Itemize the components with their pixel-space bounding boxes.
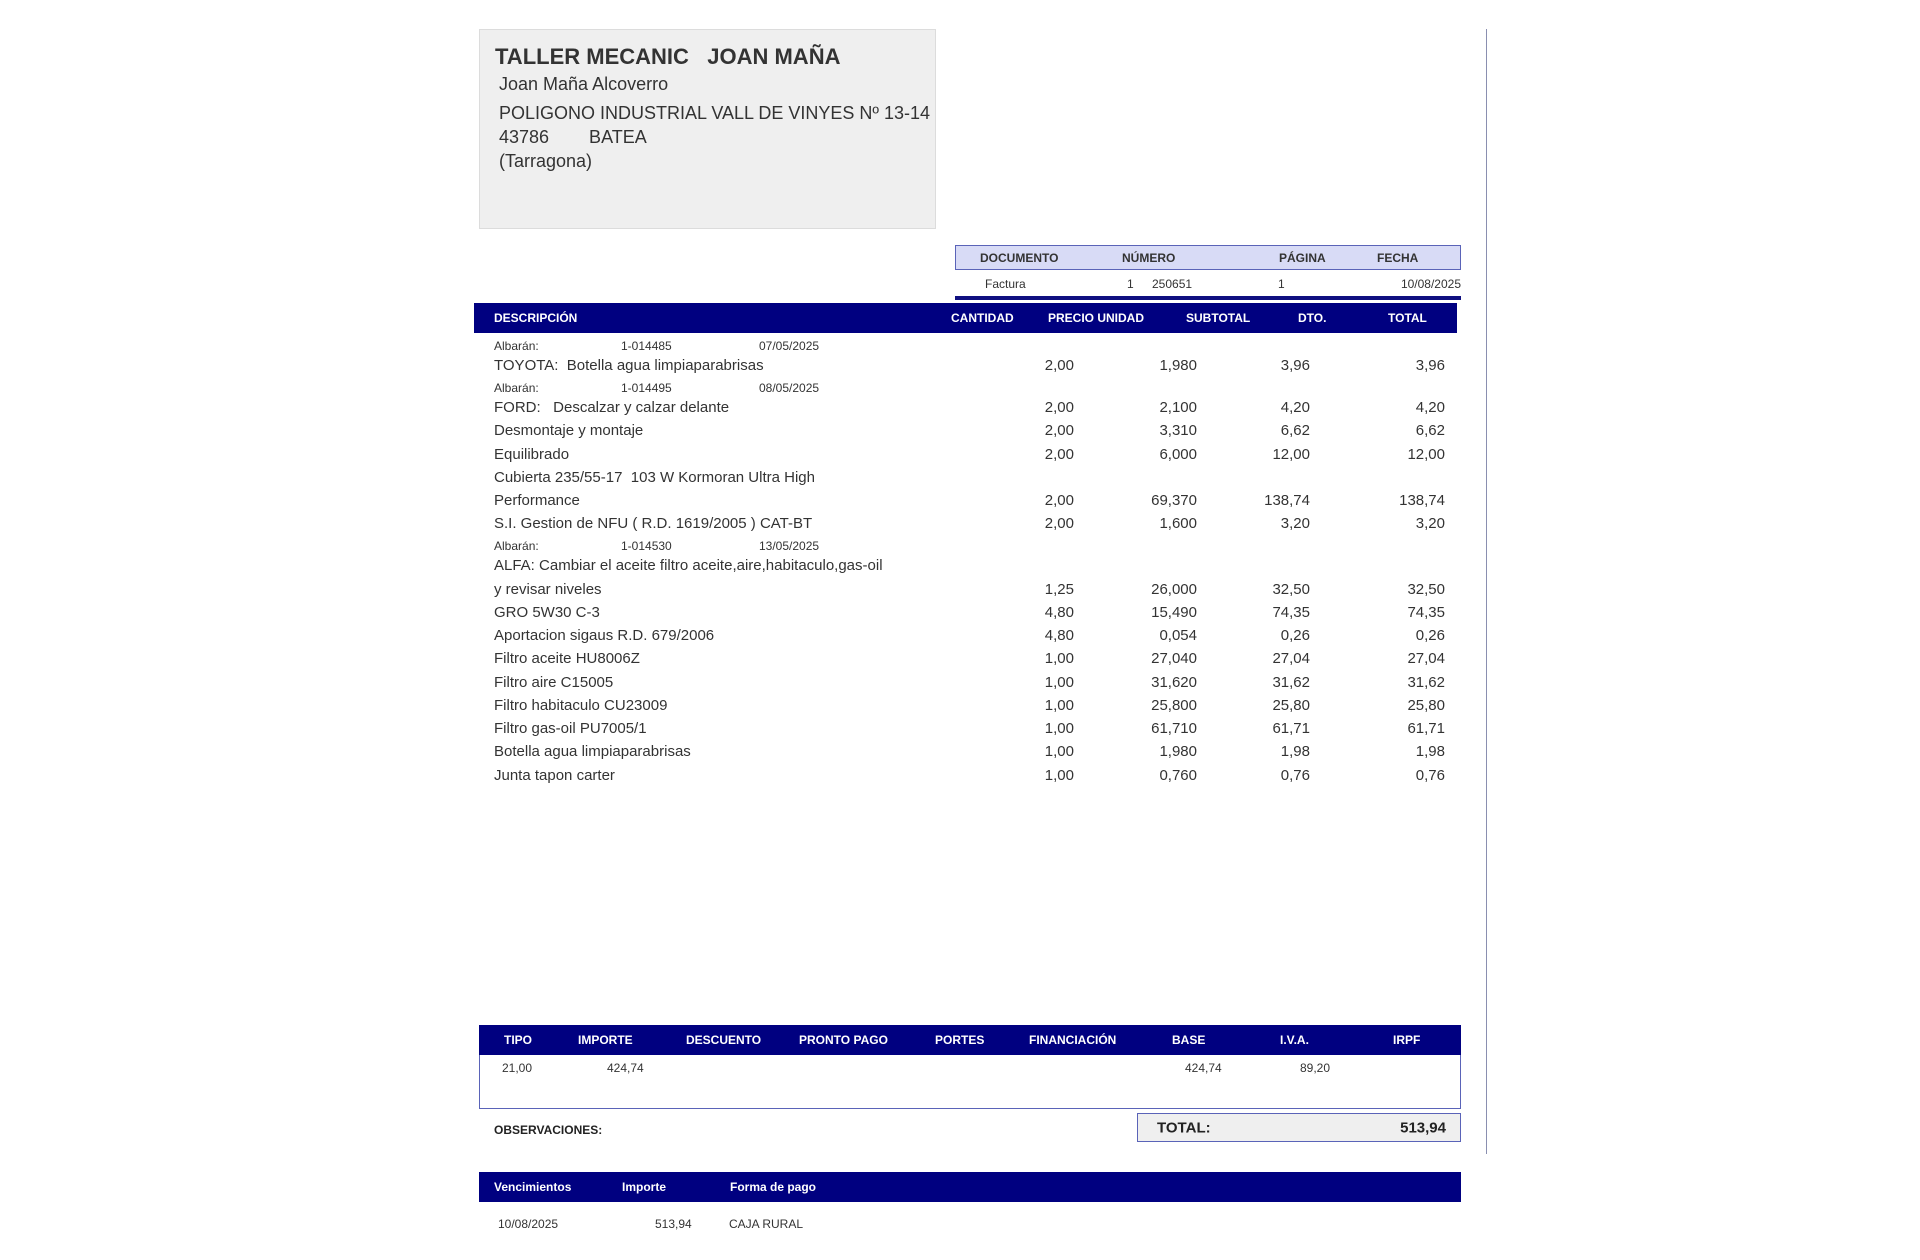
line-total: 138,74: [1399, 492, 1445, 509]
albaran-label: Albarán:: [494, 539, 539, 553]
col-cantidad: CANTIDAD: [951, 311, 1014, 325]
doc-col-documento: DOCUMENTO: [980, 250, 1059, 265]
albaran-date: 07/05/2025: [759, 339, 820, 353]
line-description: Junta tapon carter: [494, 767, 615, 784]
line-quantity: 2,00: [1044, 515, 1074, 532]
albaran-date: 13/05/2025: [759, 539, 820, 553]
line-subtotal: 3,96: [1280, 357, 1310, 374]
line-total: 4,20: [1415, 399, 1445, 416]
totals-tipo: 21,00: [502, 1061, 533, 1075]
line-total: 25,80: [1407, 697, 1445, 714]
line-unit-price: 27,040: [1151, 650, 1197, 667]
doc-page: 1: [1278, 277, 1285, 291]
venc-col-vencimientos: Vencimientos: [494, 1180, 572, 1194]
line-subtotal: 4,20: [1280, 399, 1310, 416]
totals-base: 424,74: [1185, 1061, 1222, 1075]
line-unit-price: 6,000: [1159, 446, 1197, 463]
company-name: TALLER MECANIC JOAN MAÑA: [495, 44, 841, 69]
line-description: Botella agua limpiaparabrisas: [494, 743, 691, 760]
line-quantity: 1,00: [1044, 650, 1074, 667]
totals-values: [479, 1055, 1461, 1109]
observaciones-label: OBSERVACIONES:: [494, 1123, 603, 1137]
albaran-number: 1-014530: [621, 539, 672, 553]
line-description: S.I. Gestion de NFU ( R.D. 1619/2005 ) CAT-BT: [494, 515, 813, 532]
doc-col-numero: NÚMERO: [1122, 250, 1176, 265]
line-quantity: 2,00: [1044, 357, 1074, 374]
company-address: POLIGONO INDUSTRIAL VALL DE VINYES Nº 13-14: [499, 103, 931, 123]
totals-col-descuento: DESCUENTO: [686, 1033, 762, 1047]
venc-forma-pago: CAJA RURAL: [729, 1217, 804, 1231]
company-province: (Tarragona): [499, 151, 593, 171]
document-header: [955, 245, 1461, 270]
line-quantity: 2,00: [1044, 492, 1074, 509]
line-quantity: 1,00: [1044, 674, 1074, 691]
totals-col-financiacion: FINANCIACIÓN: [1029, 1033, 1117, 1047]
totals-col-irpf: IRPF: [1393, 1033, 1421, 1047]
col-precio-unidad: PRECIO UNIDAD: [1048, 311, 1145, 325]
line-quantity: 2,00: [1044, 446, 1074, 463]
albaran-date: 08/05/2025: [759, 381, 820, 395]
line-subtotal: 61,71: [1272, 720, 1310, 737]
line-description: Aportacion sigaus R.D. 679/2006: [494, 627, 715, 644]
line-subtotal: 27,04: [1272, 650, 1310, 667]
line-total: 32,50: [1407, 581, 1445, 598]
line-description: GRO 5W30 C-3: [494, 604, 600, 621]
grand-total-box: [1137, 1113, 1461, 1142]
line-subtotal: 1,98: [1280, 743, 1310, 760]
totals-col-portes: PORTES: [935, 1033, 985, 1047]
line-unit-price: 1,980: [1159, 357, 1197, 374]
line-quantity: 2,00: [1044, 422, 1074, 439]
line-subtotal: 0,26: [1280, 627, 1310, 644]
line-description: Filtro aire C15005: [494, 674, 614, 691]
company-info-box: [479, 29, 936, 229]
line-unit-price: 25,800: [1151, 697, 1197, 714]
line-unit-price: 69,370: [1151, 492, 1197, 509]
line-subtotal: 138,74: [1264, 492, 1310, 509]
line-unit-price: 1,980: [1159, 743, 1197, 760]
line-unit-price: 15,490: [1151, 604, 1197, 621]
line-unit-price: 0,054: [1159, 627, 1197, 644]
vencimientos-header: [479, 1172, 1461, 1202]
line-quantity: 1,00: [1044, 720, 1074, 737]
line-quantity: 4,80: [1044, 604, 1074, 621]
doc-col-pagina: PÁGINA: [1279, 250, 1326, 265]
line-quantity: 1,25: [1044, 581, 1074, 598]
line-total: 6,62: [1415, 422, 1445, 439]
line-total: 27,04: [1407, 650, 1445, 667]
venc-importe: 513,94: [655, 1217, 692, 1231]
line-description: Equilibrado: [494, 446, 570, 463]
line-total: 3,96: [1415, 357, 1445, 374]
line-description: FORD: Descalzar y calzar delante: [494, 399, 730, 416]
line-quantity: 2,00: [1044, 399, 1074, 416]
line-subtotal: 6,62: [1280, 422, 1310, 439]
albaran-number: 1-014495: [621, 381, 672, 395]
albaran-number: 1-014485: [621, 339, 672, 353]
grand-total-value: 513,94: [1400, 1119, 1446, 1136]
totals-header: [479, 1025, 1461, 1055]
line-quantity: 1,00: [1044, 697, 1074, 714]
line-total: 31,62: [1407, 674, 1445, 691]
col-descripcion: DESCRIPCIÓN: [494, 311, 578, 325]
venc-col-forma-pago: Forma de pago: [730, 1180, 817, 1194]
totals-iva: 89,20: [1300, 1061, 1331, 1075]
venc-col-importe: Importe: [622, 1180, 667, 1194]
line-description: Filtro gas-oil PU7005/1: [494, 720, 647, 737]
line-unit-price: 61,710: [1151, 720, 1197, 737]
line-quantity: 4,80: [1044, 627, 1074, 644]
line-subtotal: 3,20: [1280, 515, 1310, 532]
document-values: [955, 272, 1461, 296]
line-subtotal: 74,35: [1272, 604, 1310, 621]
line-description: TOYOTA: Botella agua limpiaparabrisas: [494, 357, 764, 374]
line-description: ALFA: Cambiar el aceite filtro aceite,aire,habitaculo,gas-oil: [494, 557, 883, 574]
doc-type: Factura: [985, 277, 1026, 291]
col-dto: DTO.: [1298, 311, 1327, 325]
line-unit-price: 1,600: [1159, 515, 1197, 532]
line-total: 61,71: [1407, 720, 1445, 737]
totals-col-importe: IMPORTE: [578, 1033, 633, 1047]
line-description: y revisar niveles: [494, 581, 602, 598]
albaran-label: Albarán:: [494, 381, 539, 395]
line-subtotal: 31,62: [1272, 674, 1310, 691]
doc-serie: 1: [1127, 277, 1134, 291]
line-total: 74,35: [1407, 604, 1445, 621]
page-border-line: [1486, 29, 1487, 1154]
line-unit-price: 2,100: [1159, 399, 1197, 416]
totals-col-iva: I.V.A.: [1280, 1033, 1309, 1047]
doc-date: 10/08/2025: [1400, 277, 1461, 291]
line-description: Filtro aceite HU8006Z: [494, 650, 640, 667]
line-unit-price: 31,620: [1151, 674, 1197, 691]
line-total: 3,20: [1415, 515, 1445, 532]
line-subtotal: 0,76: [1280, 767, 1310, 784]
line-description: Filtro habitaculo CU23009: [494, 697, 668, 714]
albaran-label: Albarán:: [494, 339, 539, 353]
totals-importe: 424,74: [607, 1061, 644, 1075]
col-total: TOTAL: [1388, 311, 1427, 325]
line-unit-price: 26,000: [1151, 581, 1197, 598]
line-total: 1,98: [1415, 743, 1445, 760]
line-total: 0,26: [1415, 627, 1445, 644]
venc-fecha: 10/08/2025: [498, 1217, 559, 1231]
line-total: 0,76: [1415, 767, 1445, 784]
line-description: Performance: [494, 492, 580, 509]
col-subtotal: SUBTOTAL: [1186, 311, 1251, 325]
line-subtotal: 25,80: [1272, 697, 1310, 714]
doc-col-fecha: FECHA: [1377, 250, 1419, 265]
line-unit-price: 3,310: [1159, 422, 1197, 439]
grand-total-label: TOTAL:: [1157, 1119, 1211, 1136]
document-divider: [955, 296, 1461, 300]
line-subtotal: 12,00: [1272, 446, 1310, 463]
totals-col-pronto-pago: PRONTO PAGO: [799, 1033, 888, 1047]
line-unit-price: 0,760: [1159, 767, 1197, 784]
totals-col-base: BASE: [1172, 1033, 1206, 1047]
line-total: 12,00: [1407, 446, 1445, 463]
line-quantity: 1,00: [1044, 767, 1074, 784]
company-postal-city: 43786 BATEA: [499, 127, 647, 147]
doc-number: 250651: [1152, 277, 1193, 291]
line-description: Cubierta 235/55-17 103 W Kormoran Ultra High: [494, 469, 815, 486]
line-subtotal: 32,50: [1272, 581, 1310, 598]
lines-table-header: [474, 303, 1457, 333]
totals-col-tipo: TIPO: [504, 1033, 533, 1047]
line-description: Desmontaje y montaje: [494, 422, 644, 439]
company-owner: Joan Maña Alcoverro: [499, 74, 669, 94]
line-quantity: 1,00: [1044, 743, 1074, 760]
